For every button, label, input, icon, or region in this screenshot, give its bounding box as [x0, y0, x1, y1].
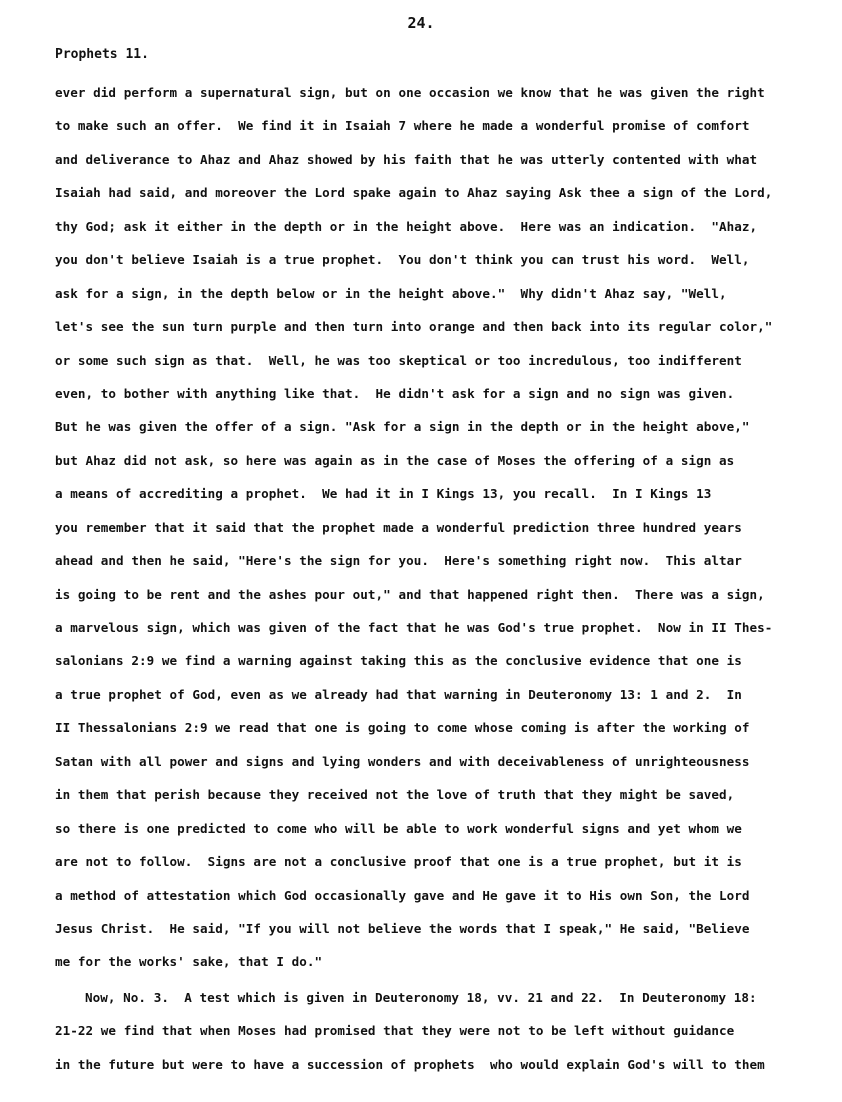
text-line: Isaiah had said, and moreover the Lord spake again to Ahaz saying Ask thee a sign of the Lord, — [55, 185, 773, 201]
text-line: a marvelous sign, which was given of the fact that he was God's true prophet. Now in II Thes- — [55, 620, 773, 635]
text-line: ahead and then he said, "Here's the sign for you. Here's something right now. This altar — [55, 553, 742, 569]
text-line: and deliverance to Ahaz and Ahaz showed by his faith that he was utterly contented with what — [55, 151, 758, 167]
text-line: a means of accrediting a prophet. We had it in I Kings 13, you recall. In I Kings 13 — [55, 486, 712, 502]
text-line: salonians 2:9 we find a warning against taking this as the conclusive evidence that one is — [55, 653, 742, 669]
text-line: ever did perform a supernatural sign, but on one occasion we know that he was given the right — [55, 85, 765, 100]
text-line: thy God; ask it either in the depth or in the height above. Here was an indication. "Ahaz, — [55, 218, 758, 234]
text-line: in the future but were to have a succession of prophets who would explain God's will to them — [55, 1056, 765, 1072]
body-text — [55, 82, 842, 1087]
paragraph — [55, 82, 842, 985]
text-line: but Ahaz did not ask, so here was again as in the case of Moses the offering of a sign as — [55, 452, 735, 468]
text-line: so there is one predicted to come who will be able to work wonderful signs and yet whom we — [55, 820, 742, 836]
text-line: Jesus Christ. He said, "If you will not believe the words that I speak," He said, "Believe — [55, 920, 750, 936]
page-number: 24. — [407, 14, 435, 32]
text-line: 21-22 we find that when Moses had promised that they were not to be left without guidance — [55, 1023, 735, 1039]
paragraph — [55, 987, 842, 1087]
text-line: is going to be rent and the ashes pour out," and that happened right then. There was a sign, — [55, 586, 765, 602]
text-line: you remember that it said that the prophet made a wonderful prediction three hundred years — [55, 519, 742, 535]
text-line: to make such an offer. We find it in Isaiah 7 where he made a wonderful promise of comfort — [55, 118, 750, 134]
page-header: Prophets 11. — [55, 47, 149, 62]
text-line: let's see the sun turn purple and then turn into orange and then back into its regular color," — [55, 319, 773, 335]
text-line: a method of attestation which God occasionally gave and He gave it to His own Son, the Lord — [55, 887, 750, 903]
text-line: in them that perish because they received not the love of truth that they might be saved, — [55, 787, 735, 803]
text-line: you don't believe Isaiah is a true prophet. You don't think you can trust his word. Well, — [55, 252, 750, 268]
text-line: But he was given the offer of a sign. "Ask for a sign in the depth or in the height above," — [55, 419, 750, 435]
text-line: Satan with all power and signs and lying wonders and with deceivableness of unrighteousness — [55, 753, 750, 769]
text-line: me for the works' sake, that I do." — [55, 954, 323, 970]
text-line: Now, No. 3. A test which is given in Deuteronomy 18, vv. 21 and 22. In Deuteronomy 18: — [85, 989, 757, 1005]
text-line: ask for a sign, in the depth below or in the height above." Why didn't Ahaz say, "Well, — [55, 285, 727, 301]
text-line: a true prophet of God, even as we already had that warning in Deuteronomy 13: 1 and 2. In — [55, 686, 742, 702]
text-line: II Thessalonians 2:9 we read that one is going to come whose coming is after the working of — [55, 720, 750, 736]
text-line: or some such sign as that. Well, he was too skeptical or too incredulous, too indifferent — [55, 352, 742, 368]
text-line: are not to follow. Signs are not a conclusive proof that one is a true prophet, but it is — [55, 854, 742, 870]
text-line: even, to bother with anything like that. He didn't ask for a sign and no sign was given. — [55, 385, 735, 401]
